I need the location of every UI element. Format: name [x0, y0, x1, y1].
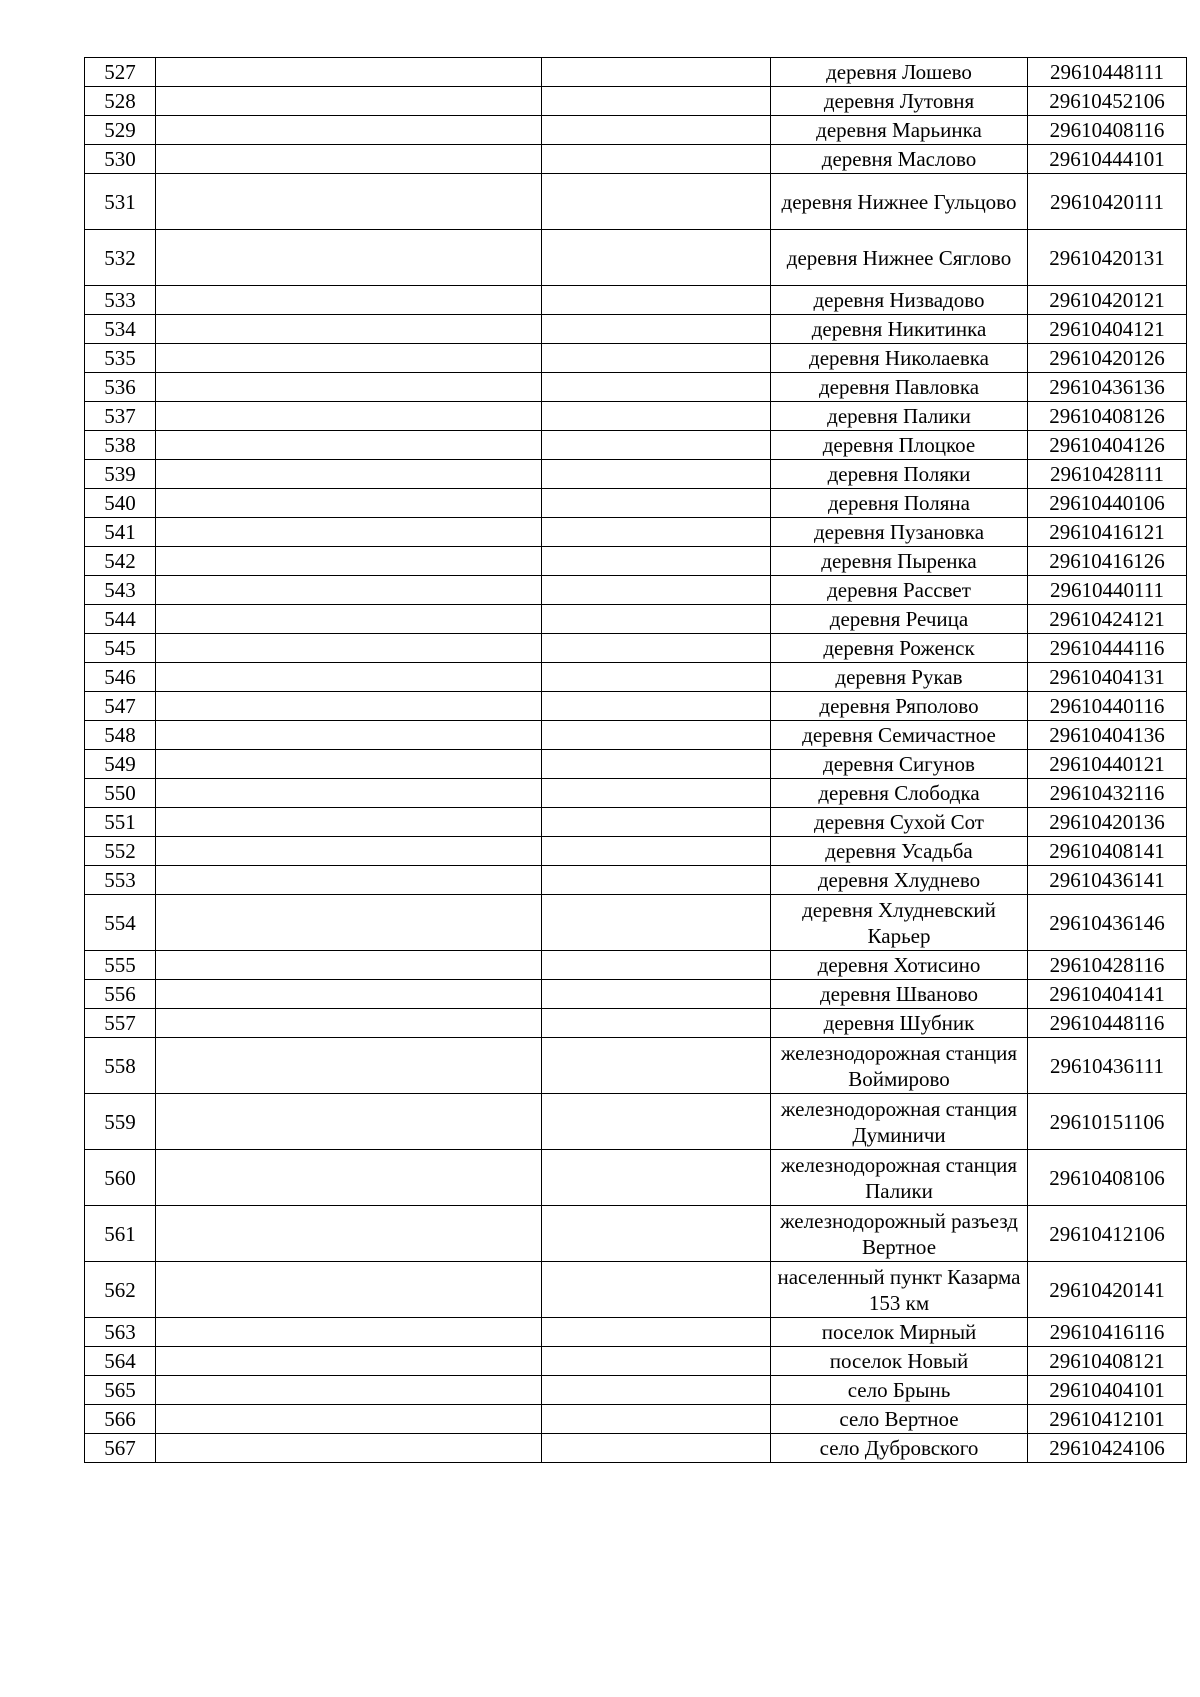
- empty-cell: [542, 489, 771, 518]
- empty-cell: [156, 518, 542, 547]
- settlement-name-cell: деревня Сигунов: [771, 750, 1028, 779]
- empty-cell: [156, 1038, 542, 1094]
- empty-cell: [542, 779, 771, 808]
- empty-cell: [156, 489, 542, 518]
- table-row: [85, 779, 1187, 808]
- empty-cell: [156, 980, 542, 1009]
- row-number-cell: 551: [85, 808, 156, 837]
- row-number-cell: 540: [85, 489, 156, 518]
- settlement-name-cell: деревня Павловка: [771, 373, 1028, 402]
- row-number-cell: 565: [85, 1376, 156, 1405]
- oktmo-code-cell: 29610151106: [1028, 1094, 1187, 1150]
- oktmo-code-cell: 29610416116: [1028, 1318, 1187, 1347]
- oktmo-code-cell: 29610436141: [1028, 866, 1187, 895]
- oktmo-code-cell: 29610408126: [1028, 402, 1187, 431]
- oktmo-code-cell: 29610440116: [1028, 692, 1187, 721]
- empty-cell: [156, 547, 542, 576]
- row-number-cell: 563: [85, 1318, 156, 1347]
- settlement-name-cell: железнодорожная станция Думиничи: [771, 1094, 1028, 1150]
- oktmo-code-cell: 29610404126: [1028, 431, 1187, 460]
- empty-cell: [156, 779, 542, 808]
- row-number-cell: 547: [85, 692, 156, 721]
- table-row: [85, 116, 1187, 145]
- oktmo-code-cell: 29610420126: [1028, 344, 1187, 373]
- empty-cell: [542, 145, 771, 174]
- empty-cell: [542, 230, 771, 286]
- oktmo-code-cell: 29610420136: [1028, 808, 1187, 837]
- empty-cell: [156, 116, 542, 145]
- empty-cell: [156, 576, 542, 605]
- row-number-cell: 556: [85, 980, 156, 1009]
- empty-cell: [542, 837, 771, 866]
- table-row: [85, 460, 1187, 489]
- oktmo-code-cell: 29610440121: [1028, 750, 1187, 779]
- table-row: [85, 373, 1187, 402]
- table-row: [85, 230, 1187, 286]
- oktmo-code-cell: 29610436146: [1028, 895, 1187, 951]
- settlement-name-cell: деревня Шубник: [771, 1009, 1028, 1038]
- settlement-name-cell: деревня Сухой Сот: [771, 808, 1028, 837]
- empty-cell: [156, 1094, 542, 1150]
- empty-cell: [156, 1434, 542, 1463]
- empty-cell: [156, 1206, 542, 1262]
- empty-cell: [156, 1262, 542, 1318]
- empty-cell: [156, 286, 542, 315]
- table-row: [85, 1150, 1187, 1206]
- settlements-table: [84, 57, 1187, 1463]
- row-number-cell: 552: [85, 837, 156, 866]
- empty-cell: [542, 663, 771, 692]
- row-number-cell: 535: [85, 344, 156, 373]
- settlement-name-cell: деревня Нижнее Гульцово: [771, 174, 1028, 230]
- empty-cell: [156, 808, 542, 837]
- settlement-name-cell: населенный пункт Казарма 153 км: [771, 1262, 1028, 1318]
- empty-cell: [156, 315, 542, 344]
- empty-cell: [542, 373, 771, 402]
- row-number-cell: 545: [85, 634, 156, 663]
- oktmo-code-cell: 29610424121: [1028, 605, 1187, 634]
- oktmo-code-cell: 29610404136: [1028, 721, 1187, 750]
- empty-cell: [542, 460, 771, 489]
- settlement-name-cell: деревня Низвадово: [771, 286, 1028, 315]
- empty-cell: [156, 1347, 542, 1376]
- empty-cell: [542, 315, 771, 344]
- settlement-name-cell: железнодорожная станция Палики: [771, 1150, 1028, 1206]
- settlement-name-cell: деревня Рассвет: [771, 576, 1028, 605]
- empty-cell: [156, 1405, 542, 1434]
- empty-cell: [542, 605, 771, 634]
- row-number-cell: 531: [85, 174, 156, 230]
- empty-cell: [156, 837, 542, 866]
- table-row: [85, 1405, 1187, 1434]
- oktmo-code-cell: 29610408141: [1028, 837, 1187, 866]
- row-number-cell: 539: [85, 460, 156, 489]
- oktmo-code-cell: 29610412101: [1028, 1405, 1187, 1434]
- oktmo-code-cell: 29610444101: [1028, 145, 1187, 174]
- row-number-cell: 561: [85, 1206, 156, 1262]
- settlement-name-cell: деревня Рукав: [771, 663, 1028, 692]
- settlement-name-cell: деревня Поляна: [771, 489, 1028, 518]
- row-number-cell: 564: [85, 1347, 156, 1376]
- empty-cell: [542, 58, 771, 87]
- oktmo-code-cell: 29610432116: [1028, 779, 1187, 808]
- empty-cell: [542, 808, 771, 837]
- empty-cell: [542, 634, 771, 663]
- oktmo-code-cell: 29610440106: [1028, 489, 1187, 518]
- oktmo-code-cell: 29610416121: [1028, 518, 1187, 547]
- table-row: [85, 837, 1187, 866]
- row-number-cell: 537: [85, 402, 156, 431]
- table-row: [85, 1009, 1187, 1038]
- oktmo-code-cell: 29610424106: [1028, 1434, 1187, 1463]
- oktmo-code-cell: 29610452106: [1028, 87, 1187, 116]
- empty-cell: [156, 1150, 542, 1206]
- empty-cell: [542, 1262, 771, 1318]
- row-number-cell: 560: [85, 1150, 156, 1206]
- table-row: [85, 489, 1187, 518]
- empty-cell: [156, 460, 542, 489]
- empty-cell: [156, 663, 542, 692]
- empty-cell: [542, 174, 771, 230]
- row-number-cell: 566: [85, 1405, 156, 1434]
- oktmo-code-cell: 29610404121: [1028, 315, 1187, 344]
- row-number-cell: 527: [85, 58, 156, 87]
- empty-cell: [542, 344, 771, 373]
- table-row: [85, 1318, 1187, 1347]
- table-row: [85, 808, 1187, 837]
- row-number-cell: 533: [85, 286, 156, 315]
- settlement-name-cell: деревня Марьинка: [771, 116, 1028, 145]
- table-row: [85, 315, 1187, 344]
- settlement-name-cell: деревня Слободка: [771, 779, 1028, 808]
- oktmo-code-cell: 29610404131: [1028, 663, 1187, 692]
- table-row: [85, 58, 1187, 87]
- settlement-name-cell: железнодорожный разъезд Вертное: [771, 1206, 1028, 1262]
- table-row: [85, 1347, 1187, 1376]
- table-row: [85, 692, 1187, 721]
- empty-cell: [156, 895, 542, 951]
- settlement-name-cell: деревня Ряполово: [771, 692, 1028, 721]
- settlement-name-cell: село Вертное: [771, 1405, 1028, 1434]
- row-number-cell: 544: [85, 605, 156, 634]
- empty-cell: [542, 1150, 771, 1206]
- settlement-name-cell: деревня Пыренка: [771, 547, 1028, 576]
- empty-cell: [542, 1038, 771, 1094]
- table-row: [85, 951, 1187, 980]
- table-row: [85, 980, 1187, 1009]
- oktmo-code-cell: 29610408121: [1028, 1347, 1187, 1376]
- settlement-name-cell: деревня Никитинка: [771, 315, 1028, 344]
- table-row: [85, 1262, 1187, 1318]
- row-number-cell: 528: [85, 87, 156, 116]
- empty-cell: [542, 1318, 771, 1347]
- table-row: [85, 431, 1187, 460]
- row-number-cell: 529: [85, 116, 156, 145]
- table-row: [85, 1376, 1187, 1405]
- settlement-name-cell: деревня Николаевка: [771, 344, 1028, 373]
- settlement-name-cell: поселок Новый: [771, 1347, 1028, 1376]
- empty-cell: [156, 1318, 542, 1347]
- empty-cell: [542, 547, 771, 576]
- empty-cell: [156, 605, 542, 634]
- oktmo-code-cell: 29610428111: [1028, 460, 1187, 489]
- empty-cell: [542, 286, 771, 315]
- settlement-name-cell: село Брынь: [771, 1376, 1028, 1405]
- empty-cell: [542, 576, 771, 605]
- row-number-cell: 553: [85, 866, 156, 895]
- oktmo-code-cell: 29610412106: [1028, 1206, 1187, 1262]
- table-body: [85, 58, 1187, 1463]
- table-row: [85, 286, 1187, 315]
- settlement-name-cell: деревня Пузановка: [771, 518, 1028, 547]
- settlement-name-cell: деревня Хлудневский Карьер: [771, 895, 1028, 951]
- settlement-name-cell: деревня Шваново: [771, 980, 1028, 1009]
- settlement-name-cell: деревня Лошево: [771, 58, 1028, 87]
- oktmo-code-cell: 29610440111: [1028, 576, 1187, 605]
- empty-cell: [542, 980, 771, 1009]
- row-number-cell: 532: [85, 230, 156, 286]
- settlement-name-cell: деревня Маслово: [771, 145, 1028, 174]
- empty-cell: [156, 692, 542, 721]
- empty-cell: [542, 721, 771, 750]
- empty-cell: [156, 431, 542, 460]
- empty-cell: [156, 750, 542, 779]
- empty-cell: [542, 1009, 771, 1038]
- empty-cell: [156, 58, 542, 87]
- oktmo-code-cell: 29610436136: [1028, 373, 1187, 402]
- empty-cell: [542, 116, 771, 145]
- settlement-name-cell: деревня Плоцкое: [771, 431, 1028, 460]
- empty-cell: [156, 1376, 542, 1405]
- table-row: [85, 634, 1187, 663]
- oktmo-code-cell: 29610448111: [1028, 58, 1187, 87]
- empty-cell: [542, 1405, 771, 1434]
- empty-cell: [156, 344, 542, 373]
- empty-cell: [156, 721, 542, 750]
- table-row: [85, 145, 1187, 174]
- settlement-name-cell: деревня Палики: [771, 402, 1028, 431]
- row-number-cell: 530: [85, 145, 156, 174]
- row-number-cell: 550: [85, 779, 156, 808]
- empty-cell: [542, 692, 771, 721]
- oktmo-code-cell: 29610420141: [1028, 1262, 1187, 1318]
- empty-cell: [542, 1206, 771, 1262]
- table-row: [85, 518, 1187, 547]
- table-row: [85, 605, 1187, 634]
- row-number-cell: 543: [85, 576, 156, 605]
- oktmo-code-cell: 29610420121: [1028, 286, 1187, 315]
- row-number-cell: 555: [85, 951, 156, 980]
- empty-cell: [156, 174, 542, 230]
- oktmo-code-cell: 29610436111: [1028, 1038, 1187, 1094]
- table-row: [85, 895, 1187, 951]
- empty-cell: [542, 1094, 771, 1150]
- row-number-cell: 549: [85, 750, 156, 779]
- empty-cell: [156, 951, 542, 980]
- oktmo-code-cell: 29610420131: [1028, 230, 1187, 286]
- empty-cell: [542, 87, 771, 116]
- table-row: [85, 663, 1187, 692]
- row-number-cell: 541: [85, 518, 156, 547]
- table-row: [85, 547, 1187, 576]
- settlement-name-cell: деревня Поляки: [771, 460, 1028, 489]
- row-number-cell: 559: [85, 1094, 156, 1150]
- row-number-cell: 567: [85, 1434, 156, 1463]
- empty-cell: [542, 895, 771, 951]
- empty-cell: [156, 230, 542, 286]
- row-number-cell: 534: [85, 315, 156, 344]
- table-row: [85, 1206, 1187, 1262]
- settlement-name-cell: деревня Хотисино: [771, 951, 1028, 980]
- empty-cell: [542, 866, 771, 895]
- settlement-name-cell: деревня Семичастное: [771, 721, 1028, 750]
- oktmo-code-cell: 29610444116: [1028, 634, 1187, 663]
- oktmo-code-cell: 29610408116: [1028, 116, 1187, 145]
- table-row: [85, 174, 1187, 230]
- empty-cell: [156, 373, 542, 402]
- empty-cell: [542, 431, 771, 460]
- empty-cell: [542, 750, 771, 779]
- row-number-cell: 554: [85, 895, 156, 951]
- table-row: [85, 1434, 1187, 1463]
- empty-cell: [542, 1434, 771, 1463]
- settlement-name-cell: деревня Усадьба: [771, 837, 1028, 866]
- settlement-name-cell: железнодорожная станция Воймирово: [771, 1038, 1028, 1094]
- table-row: [85, 344, 1187, 373]
- row-number-cell: 538: [85, 431, 156, 460]
- settlement-name-cell: село Дубровского: [771, 1434, 1028, 1463]
- oktmo-code-cell: 29610404101: [1028, 1376, 1187, 1405]
- row-number-cell: 542: [85, 547, 156, 576]
- empty-cell: [542, 1376, 771, 1405]
- row-number-cell: 536: [85, 373, 156, 402]
- table-row: [85, 402, 1187, 431]
- empty-cell: [542, 402, 771, 431]
- row-number-cell: 557: [85, 1009, 156, 1038]
- row-number-cell: 558: [85, 1038, 156, 1094]
- settlement-name-cell: деревня Лутовня: [771, 87, 1028, 116]
- empty-cell: [156, 634, 542, 663]
- settlement-name-cell: поселок Мирный: [771, 1318, 1028, 1347]
- row-number-cell: 548: [85, 721, 156, 750]
- row-number-cell: 546: [85, 663, 156, 692]
- oktmo-code-cell: 29610416126: [1028, 547, 1187, 576]
- table-row: [85, 87, 1187, 116]
- table-row: [85, 866, 1187, 895]
- oktmo-code-cell: 29610428116: [1028, 951, 1187, 980]
- table-row: [85, 1038, 1187, 1094]
- empty-cell: [542, 1347, 771, 1376]
- row-number-cell: 562: [85, 1262, 156, 1318]
- empty-cell: [542, 951, 771, 980]
- table-row: [85, 750, 1187, 779]
- table-row: [85, 576, 1187, 605]
- table-row: [85, 721, 1187, 750]
- oktmo-code-cell: 29610408106: [1028, 1150, 1187, 1206]
- empty-cell: [156, 1009, 542, 1038]
- settlement-name-cell: деревня Хлуднево: [771, 866, 1028, 895]
- settlement-name-cell: деревня Роженск: [771, 634, 1028, 663]
- settlement-name-cell: деревня Речица: [771, 605, 1028, 634]
- empty-cell: [542, 518, 771, 547]
- table-row: [85, 1094, 1187, 1150]
- empty-cell: [156, 145, 542, 174]
- empty-cell: [156, 866, 542, 895]
- oktmo-code-cell: 29610448116: [1028, 1009, 1187, 1038]
- oktmo-code-cell: 29610420111: [1028, 174, 1187, 230]
- empty-cell: [156, 402, 542, 431]
- settlement-name-cell: деревня Нижнее Сяглово: [771, 230, 1028, 286]
- empty-cell: [156, 87, 542, 116]
- oktmo-code-cell: 29610404141: [1028, 980, 1187, 1009]
